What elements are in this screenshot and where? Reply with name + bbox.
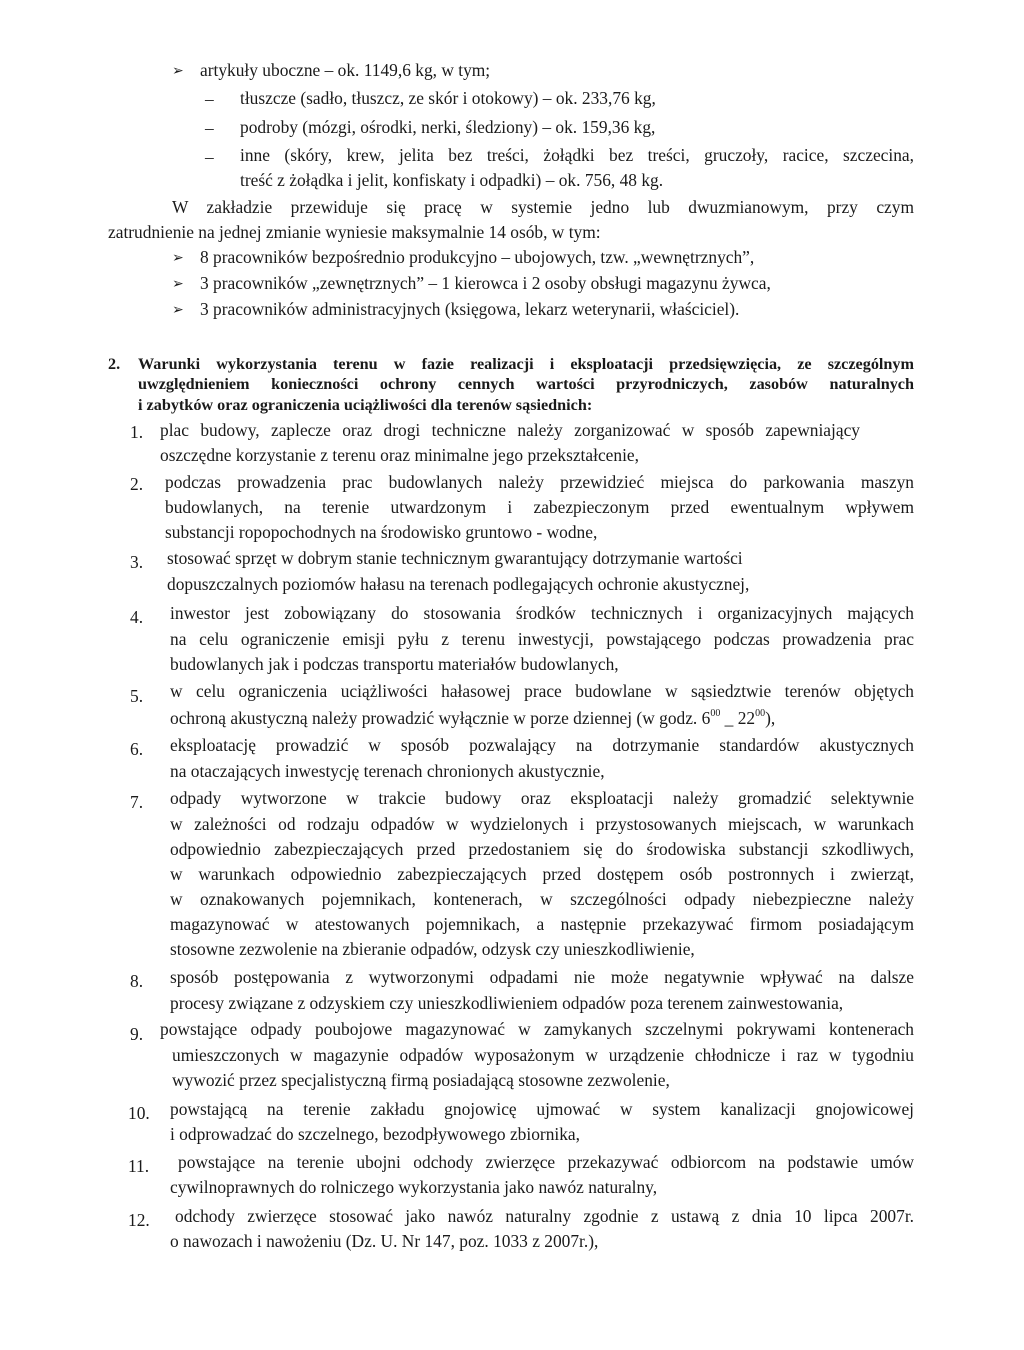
list-item-line: eksploatację prowadzić w sposób pozwalający na dotrzymanie standardów akustycznych: [170, 735, 914, 755]
hours-text: ochroną akustyczną należy prowadzić wyłącznie w porze dziennej (w godz. 6: [170, 708, 711, 728]
list-number: 6.: [130, 739, 144, 759]
list-item-line: substancji ropopochodnych na środowisko gruntowo - wodne,: [165, 522, 598, 542]
list-item-line: w oznakowanych pojemnikach, kontenerach, w szczególności odpady niebezpieczne należy: [170, 889, 914, 909]
list-item-line: dopuszczalnych poziomów hałasu na terenach podlegających ochronie akustycznej,: [167, 574, 750, 594]
byproduct-offal: podroby (mózgi, ośrodki, nerki, śledziony) – ok. 159,36 kg,: [240, 117, 656, 137]
list-item-line: w celu ograniczenia uciążliwości hałasowej prace budowlane w sąsiedztwie terenów objętych: [170, 681, 914, 701]
byproduct-other-line2: treść z żołądka i jelit, konfiskaty i odpadki) – ok. 756, 48 kg.: [240, 170, 664, 190]
staff-paragraph-line1: W zakładzie przewiduje się pracę w systemie jedno lub dwuzmianowym, przy czym: [172, 197, 914, 217]
list-item-line: sposób postępowania z wytworzonymi odpadami nie może negatywnie wpływać na dalsze: [170, 967, 914, 987]
list-item-line-with-hours: [170, 706, 775, 730]
list-item-line: magazynować w atestowanych pojemnikach, a następnie przekazywać firmom posiadającym: [170, 914, 914, 934]
list-item-line: w warunkach odpowiednio zabezpieczających przed dostępem osób postronnych i zwierząt,: [170, 864, 914, 884]
bullet-marker: ➢: [172, 277, 184, 292]
section-heading-line3: i zabytków oraz ograniczenia uciążliwości dla terenów sąsiednich:: [138, 396, 593, 414]
byproduct-other-line1: inne (skóry, krew, jelita bez treści, żołądki bez treści, gruczoły, racice, szczecina,: [240, 145, 914, 165]
section-number: 2.: [108, 355, 121, 373]
list-item-line: i odprowadzać do szczelnego, bezodpływowego zbiornika,: [170, 1124, 580, 1144]
byproducts-intro: artykuły uboczne – ok. 1149,6 kg, w tym;: [200, 60, 491, 80]
list-item-line: budowlanych jak i podczas transportu materiałów budowlanych,: [170, 654, 619, 674]
hours-superscript: 00: [755, 708, 766, 719]
list-item-line: umieszczonych w magazynie odpadów wyposażonym w urządzenie chłodnicze i raz w tygodniu: [172, 1045, 914, 1065]
section-heading-line2: uwzględnieniem konieczności ochrony cennych wartości przyrodniczych, zasobów naturalnych: [138, 375, 914, 393]
list-number: 9.: [130, 1024, 144, 1044]
list-number: 11.: [128, 1156, 150, 1176]
staff-item: 3 pracowników „zewnętrznych” – 1 kierowca i 2 osoby obsługi magazynu żywca,: [200, 273, 771, 293]
list-item-line: odchody zwierzęce stosować jako nawóz naturalny zgodnie z ustawą z dnia 10 lipca 2007r.: [175, 1206, 914, 1226]
list-item-line: powstające na terenie ubojni odchody zwierzęce przekazywać odbiorcom na podstawie umów: [178, 1152, 914, 1172]
list-item-line: stosować sprzęt w dobrym stanie technicznym gwarantujący dotrzymanie wartości: [167, 548, 743, 568]
list-item-line: oszczędne korzystanie z terenu oraz minimalne jego przekształcenie,: [160, 445, 639, 465]
list-number: 1.: [130, 422, 144, 442]
list-number: 5.: [130, 686, 144, 706]
list-item-line: plac budowy, zaplecze oraz drogi techniczne należy zorganizować w sposób zapewniający: [160, 420, 860, 440]
list-item-line: o nawozach i nawożeniu (Dz. U. Nr 147, poz. 1033 z 2007r.),: [170, 1231, 599, 1251]
list-item-line: powstającą na terenie zakładu gnojowicę ujmować w system kanalizacji gnojowicowej: [170, 1099, 914, 1119]
list-number: 3.: [130, 552, 144, 572]
staff-paragraph-line2: zatrudnienie na jednej zmianie wyniesie maksymalnie 14 osób, w tym:: [108, 222, 601, 242]
list-number: 2.: [130, 474, 144, 494]
list-number: 10.: [128, 1103, 150, 1123]
dash-marker: –: [205, 89, 214, 109]
list-number: 12.: [128, 1210, 150, 1230]
list-item-line: powstające odpady poubojowe magazynować w zamykanych szczelnymi pokrywami kontenerach: [160, 1019, 914, 1039]
hours-tail: ),: [765, 708, 776, 728]
dash-marker: –: [205, 147, 214, 167]
list-item-line: podczas prowadzenia prac budowlanych należy przewidzieć miejsca do parkowania maszyn: [165, 472, 914, 492]
list-number: 8.: [130, 971, 144, 991]
hours-superscript: 00: [710, 708, 721, 719]
staff-item: 3 pracowników administracyjnych (księgowa, lekarz weterynarii, właściciel).: [200, 299, 740, 319]
section-heading-line1: Warunki wykorzystania terenu w fazie realizacji i eksploatacji przedsięwzięcia, ze szczególnym: [138, 355, 914, 373]
dash-marker: –: [205, 118, 214, 138]
list-item-line: wywozić przez specjalistyczną firmą posiadającą stosowne zezwolenie,: [172, 1070, 670, 1090]
bullet-marker: ➢: [172, 251, 184, 266]
list-item-line: na otaczających inwestycję terenach chronionych akustycznie,: [170, 761, 605, 781]
list-item-line: procesy związane z odzyskiem czy unieszkodliwieniem odpadów poza terenem zainwestowania,: [170, 993, 844, 1013]
list-item-line: budowlanych, na terenie utwardzonym i zabezpieczonym przed ewentualnym wpływem: [165, 497, 914, 517]
list-item-line: cywilnoprawnych do rolniczego wykorzystania jako nawóz naturalny,: [170, 1177, 658, 1197]
list-item-line: na celu ograniczenie emisji pyłu z terenu inwestycji, powstającego podczas prowadzenia prac: [170, 629, 914, 649]
list-item-line: w zależności od rodzaju odpadów w wydzielonych i przystosowanych miejscach, w warunkach: [170, 814, 914, 834]
byproduct-fats: tłuszcze (sadło, tłuszcz, ze skór i otokowy) – ok. 233,76 kg,: [240, 88, 656, 108]
list-number: 7.: [130, 792, 144, 812]
list-item-line: odpady wytworzone w trakcie budowy oraz eksploatacji należy gromadzić selektywnie: [170, 788, 914, 808]
list-item-line: stosowne zezwolenie na zbieranie odpadów, odzysk czy unieszkodliwienie,: [170, 939, 695, 959]
bullet-marker: ➢: [172, 64, 184, 79]
staff-item: 8 pracowników bezpośrednio produkcyjno – ubojowych, tzw. „wewnętrznych”,: [200, 247, 755, 267]
bullet-marker: ➢: [172, 303, 184, 318]
list-item-line: inwestor jest zobowiązany do stosowania środków technicznych i organizacyjnych mających: [170, 603, 914, 623]
list-number: 4.: [130, 607, 144, 627]
list-item-line: odpowiednio zabezpieczających przed przedostaniem się do środowiska substancji szkodliwych,: [170, 839, 914, 859]
hours-mid: _ 22: [720, 708, 756, 728]
